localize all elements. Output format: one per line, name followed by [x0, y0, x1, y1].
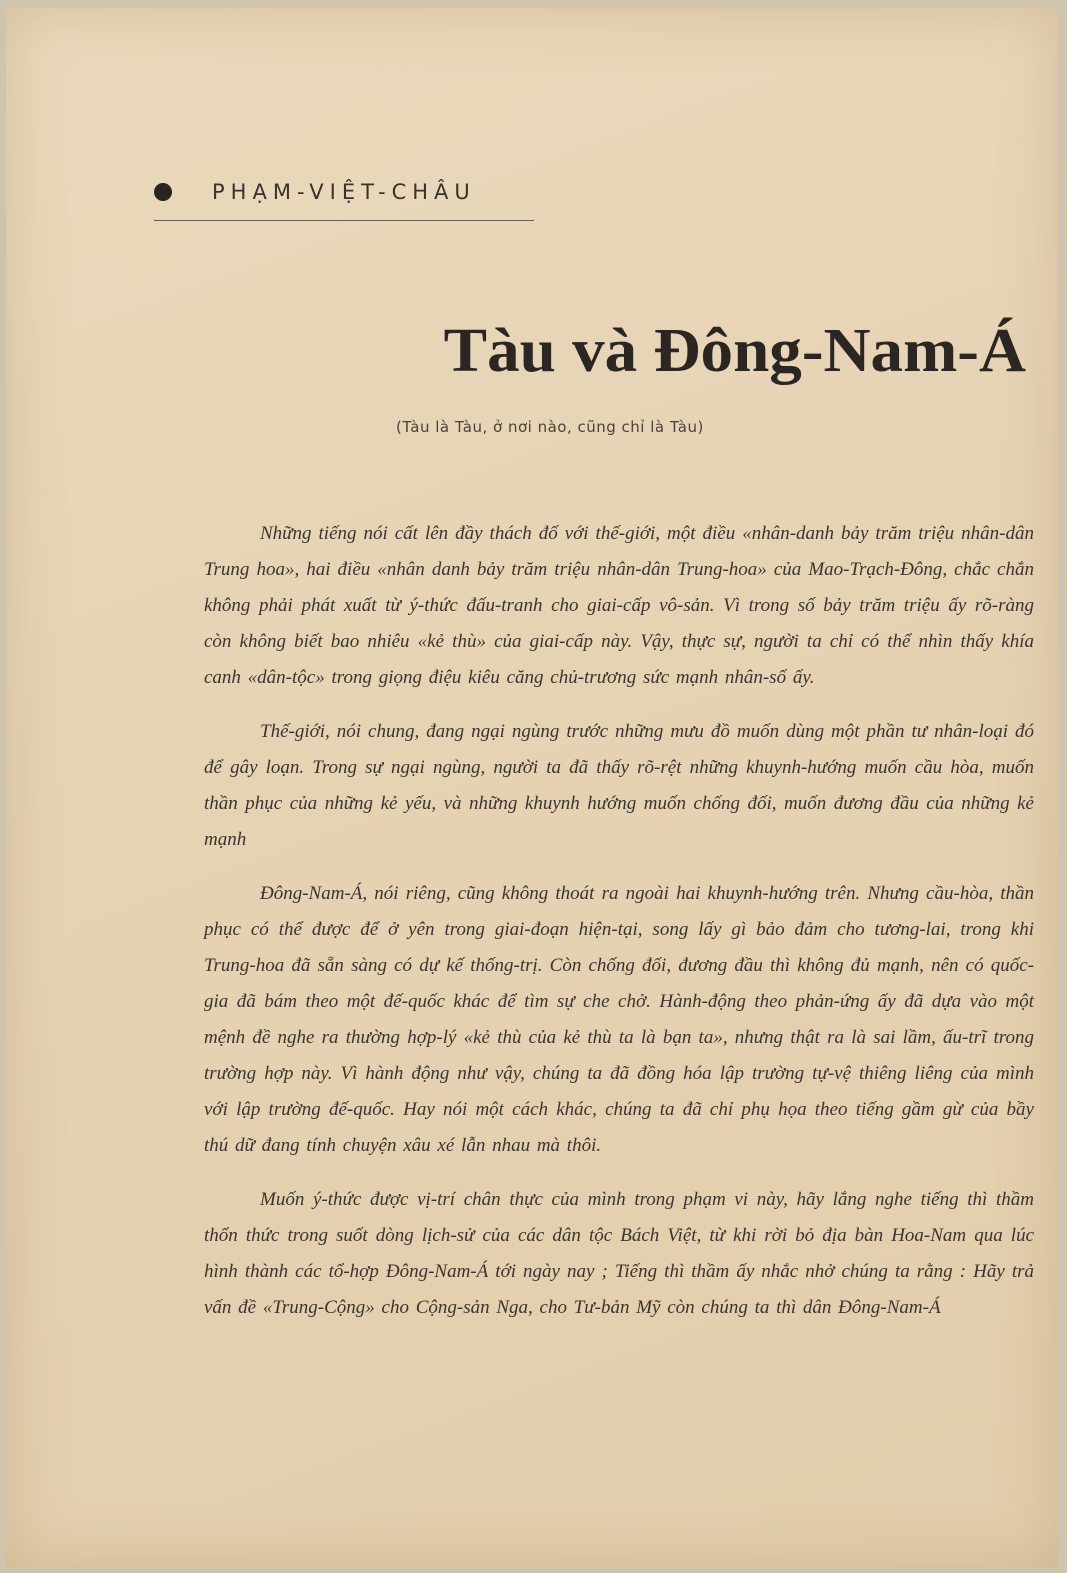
paragraph-2: Thế-giới, nói chung, đang ngại ngùng trước những mưu đồ muốn dùng một phần tư nhân-loại đó để gây loạn. Trong sự ngại ngùng, người ta đã thấy rõ-rệt những khuynh-hướng muốn cầu hòa, muốn thần phục của những kẻ yếu, và những khuynh hướng muốn chống đối, muốn đương đầu của những kẻ mạnh	[204, 721, 1034, 850]
article-subtitle: (Tàu là Tàu, ở nơi nào, cũng chỉ là Tàu)	[396, 418, 704, 436]
article-title: Tàu và Đông-Nam-Á	[443, 317, 1026, 385]
paragraph-4: Muốn ý-thức được vị-trí chân thực của mình trong phạm vi này, hãy lắng nghe tiếng thì thầm thổn thức trong suốt dòng lịch-sử của các dân tộc Bách Việt, từ khi rời bỏ địa bàn Hoa-Nam qua lúc hình thành các tổ-hợp Đông-Nam-Á tới ngày nay ; Tiếng thì thầm ấy nhắc nhở chúng ta rằng : Hãy trả vấn đề «Trung-Cộng» cho Cộng-sản Nga, cho Tư-bản Mỹ còn chúng ta thì dân Đông-Nam-Á	[204, 1189, 1034, 1318]
bullet-icon	[154, 183, 172, 201]
author-underline	[154, 220, 534, 221]
article-body	[204, 516, 1034, 1344]
author-name: PHẠM-VIỆT-CHÂU	[212, 180, 476, 204]
document-page	[6, 8, 1058, 1568]
author-line	[154, 180, 534, 204]
paragraph-3: Đông-Nam-Á, nói riêng, cũng không thoát ra ngoài hai khuynh-hướng trên. Nhưng cầu-hòa, thần phục có thể được để ở yên trong giai-đoạn hiện-tại, song lấy gì bảo đảm cho tương-lai, trong khi Trung-hoa đã sẵn sàng có dự kế thống-trị. Còn chống đối, đương đầu thì không đủ mạnh, nên có quốc-gia đã bám theo một đế-quốc khác để tìm sự che chở. Hành-động theo phản-ứng ấy đã dựa vào một mệnh đề nghe ra thường hợp-lý «kẻ thù của kẻ thù ta là bạn ta», nhưng thật ra là sai lầm, ấu-trĩ trong trường hợp này. Vì hành động như vậy, chúng ta đã đồng hóa lập trường tự-vệ thiêng liêng của mình với lập trường đế-quốc. Hay nói một cách khác, chúng ta đã chỉ phụ họa theo tiếng gầm gừ của bầy thú dữ đang tính chuyện xâu xé lẫn nhau mà thôi.	[204, 883, 1034, 1156]
paragraph-1: Những tiếng nói cất lên đầy thách đố với thế-giới, một điều «nhân-danh bảy trăm triệu nhân-dân Trung hoa», hai điều «nhân danh bảy trăm triệu nhân-dân Trung-hoa» của Mao-Trạch-Đông, chắc chắn không phải phát xuất từ ý-thức đấu-tranh cho giai-cấp vô-sản. Vì trong số bảy trăm triệu ấy rõ-ràng còn không biết bao nhiêu «kẻ thù» của giai-cấp này. Vậy, thực sự, người ta chỉ có thể nhìn thấy khía canh «dân-tộc» trong giọng điệu kiêu căng chủ-trương sức mạnh nhân-số ấy.	[204, 523, 1034, 688]
